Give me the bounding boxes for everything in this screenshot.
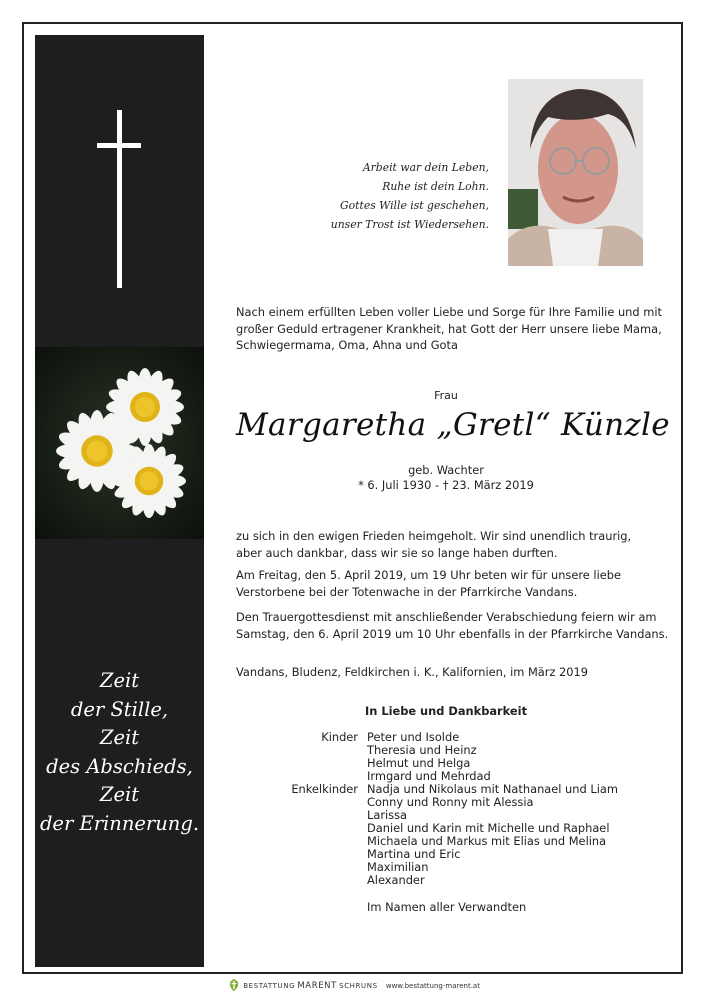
family-member: Daniel und Karin mit Michelle und Raphael bbox=[367, 821, 610, 835]
sidebar-poem bbox=[35, 667, 204, 838]
text-line: Am Freitag, den 5. April 2019, um 19 Uhr beten wir für unsere liebe bbox=[236, 568, 622, 582]
portrait-photo bbox=[508, 79, 643, 266]
footer-url[interactable]: www.bestattung-marent.at bbox=[385, 982, 480, 990]
daisy-image bbox=[35, 347, 204, 539]
family-member: Conny und Ronny mit Alessia bbox=[367, 795, 534, 809]
text-line: Samstag, den 6. April 2019 um 10 Uhr ebenfalls in der Pfarrkirche Vandans. bbox=[236, 626, 669, 641]
text-line: Schwiegermama, Oma, Ahna und Gota bbox=[236, 338, 458, 352]
closing-line: Im Namen aller Verwandten bbox=[367, 900, 527, 914]
life-dates: * 6. Juli 1930 - † 23. März 2019 bbox=[358, 478, 534, 492]
text-line: Verstorbene bei der Totenwache in der Pfarrkirche Vandans. bbox=[236, 584, 578, 599]
text-line: aber auch dankbar, dass wir sie so lange haben durften. bbox=[236, 545, 558, 560]
memorial-quote bbox=[331, 158, 489, 234]
footer bbox=[0, 978, 707, 994]
footer-brand: MARENT bbox=[297, 981, 337, 991]
family-member: Larissa bbox=[367, 808, 408, 822]
family-member: Alexander bbox=[367, 873, 425, 887]
salutation: Frau bbox=[434, 389, 458, 402]
paragraph-wake bbox=[236, 567, 621, 600]
poem-line: Zeit bbox=[99, 783, 140, 806]
family-member: Martina und Eric bbox=[367, 847, 461, 861]
quote-line: Gottes Wille ist geschehen, bbox=[340, 199, 489, 212]
paragraph-service bbox=[236, 609, 668, 642]
maiden-name: geb. Wachter bbox=[408, 463, 484, 477]
footer-location: SCHRUNS bbox=[339, 982, 378, 990]
text-line: zu sich in den ewigen Frieden heimgeholt. Wir sind unendlich traurig, bbox=[236, 529, 632, 543]
family-member: Peter und Isolde bbox=[367, 730, 460, 744]
poem-line: der Stille, bbox=[70, 697, 169, 721]
paragraph-peace bbox=[236, 528, 631, 561]
footer-prefix: BESTATTUNG bbox=[243, 982, 296, 990]
deceased-name: Margaretha „Gretl“ Künzle bbox=[236, 407, 670, 443]
family-member: Irmgard und Mehrdad bbox=[367, 769, 491, 783]
cross-icon bbox=[117, 110, 122, 288]
quote-line: Arbeit war dein Leben, bbox=[362, 161, 489, 174]
quote-line: Ruhe ist dein Lohn. bbox=[382, 180, 489, 193]
text-line: Vandans, Bludenz, Feldkirchen i. K., Kalifornien, im März 2019 bbox=[236, 665, 589, 679]
family-member: Theresia und Heinz bbox=[367, 743, 477, 757]
place-date bbox=[236, 664, 588, 681]
poem-line: des Abschieds, bbox=[46, 754, 193, 778]
intro-paragraph bbox=[236, 304, 662, 354]
text-line: großer Geduld ertragener Krankheit, hat Gott der Herr unsere liebe Mama, bbox=[236, 321, 662, 336]
family-member: Maximilian bbox=[367, 860, 429, 874]
cross-icon-bar bbox=[97, 143, 141, 148]
poem-line: der Erinnerung. bbox=[39, 811, 200, 835]
poem-line: Zeit bbox=[99, 726, 140, 749]
family-heading: In Liebe und Dankbarkeit bbox=[365, 704, 528, 718]
children-label: Kinder bbox=[321, 730, 358, 744]
family-member: Nadja und Nikolaus mit Nathanael und Liam bbox=[367, 782, 618, 796]
grandchildren-label: Enkelkinder bbox=[291, 782, 358, 796]
text-line: Den Trauergottesdienst mit anschließender Verabschiedung feiern wir am bbox=[236, 610, 657, 624]
text-line: Nach einem erfüllten Leben voller Liebe und Sorge für Ihre Familie und mit bbox=[236, 305, 662, 319]
quote-line: unser Trost ist Wiedersehen. bbox=[330, 218, 489, 231]
funeral-home-logo-icon bbox=[227, 978, 241, 994]
poem-line: Zeit bbox=[99, 669, 140, 692]
sidebar bbox=[35, 35, 204, 967]
family-member: Michaela und Markus mit Elias und Melina bbox=[367, 834, 607, 848]
family-member: Helmut und Helga bbox=[367, 756, 471, 770]
